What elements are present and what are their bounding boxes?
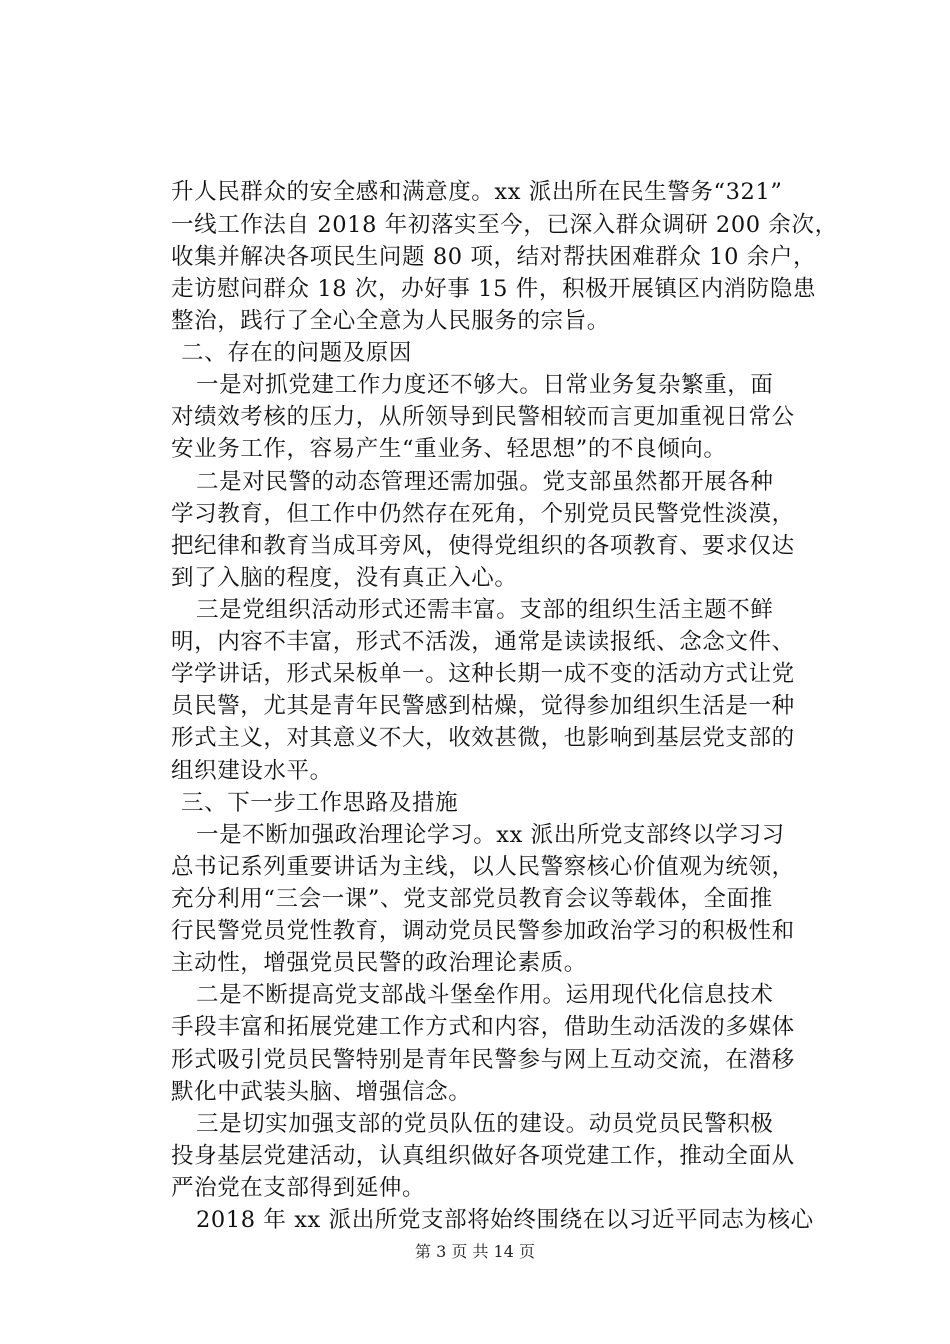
text-line: 投身基层党建活动，认真组织做好各项党建工作，推动全面从 [171, 1143, 795, 1169]
text-line: 严治党在支部得到延伸。 [171, 1175, 426, 1201]
text-line: 学习教育，但工作中仍然存在死角，个别党员民警党性淡漠， [171, 501, 795, 527]
text-line: 默化中武装头脑、增强信念。 [171, 1079, 472, 1105]
text-line: 安业务工作，容易产生“重业务、轻思想”的不良倾向。 [171, 436, 727, 462]
text-line: 手段丰富和拓展党建工作方式和内容，借助生动活泼的多媒体 [171, 1014, 795, 1040]
text-line: 走访慰问群众 18 次，办好事 15 件，积极开展镇区内消防隐患 [171, 276, 817, 302]
section-heading: 三、下一步工作思路及措施 [181, 790, 459, 816]
text-line: 主动性，增强党员民警的政治理论素质。 [171, 950, 587, 976]
text-line: 学学讲话，形式呆板单一。这种长期一成不变的活动方式让党 [171, 661, 795, 687]
text-line: 形式主义，对其意义不大，收效甚微，也影响到基层党支部的 [171, 725, 795, 751]
text-line: 一线工作法自 2018 年初落实至今，已深入群众调研 200 余次， [171, 212, 838, 238]
text-line: 总书记系列重要讲话为主线，以人民警察核心价值观为统领， [171, 854, 795, 880]
text-line: 一是不断加强政治理论学习。xx 派出所党支部终以学习习 [196, 822, 785, 848]
text-line: 明，内容不丰富，形式不活泼，通常是读读报纸、念念文件、 [171, 629, 795, 655]
page-number-footer: 第 3 页 共 14 页 [415, 1242, 535, 1261]
text-line: 形式吸引党员民警特别是青年民警参与网上互动交流，在潜移 [171, 1047, 795, 1073]
text-line: 员民警，尤其是青年民警感到枯燥，觉得参加组织生活是一种 [171, 693, 795, 719]
text-line: 二是不断提高党支部战斗堡垒作用。运用现代化信息技术 [196, 982, 774, 1008]
text-line: 二是对民警的动态管理还需加强。党支部虽然都开展各种 [196, 469, 774, 495]
text-line: 一是对抓党建工作力度还不够大。日常业务复杂繁重，面 [196, 372, 774, 398]
section-heading: 二、存在的问题及原因 [181, 340, 413, 366]
text-line: 整治，践行了全心全意为人民服务的宗旨。 [171, 308, 610, 334]
text-line: 对绩效考核的压力，从所领导到民警相较而言更加重视日常公 [171, 404, 795, 430]
text-line: 组织建设水平。 [171, 758, 333, 784]
text-line: 把纪律和教育当成耳旁风，使得党组织的各项教育、要求仅达 [171, 533, 795, 559]
text-line: 行民警党员党性教育，调动党员民警参加政治学习的积极性和 [171, 918, 795, 944]
text-line: 三是党组织活动形式还需丰富。支部的组织生活主题不鲜 [196, 597, 774, 623]
text-line: 三是切实加强支部的党员队伍的建设。动员党员民警积极 [196, 1111, 774, 1137]
text-line: 2018 年 xx 派出所党支部将始终围绕在以习近平同志为核心 [196, 1207, 814, 1233]
text-line: 收集并解决各项民生问题 80 项，结对帮扶困难群众 10 余户， [171, 244, 817, 270]
text-line: 到了入脑的程度，没有真正入心。 [171, 565, 518, 591]
text-line: 充分利用“三会一课”、党支部党员教育会议等载体，全面推 [171, 886, 773, 912]
text-line: 升人民群众的安全感和满意度。xx 派出所在民生警务“321” [171, 179, 783, 205]
